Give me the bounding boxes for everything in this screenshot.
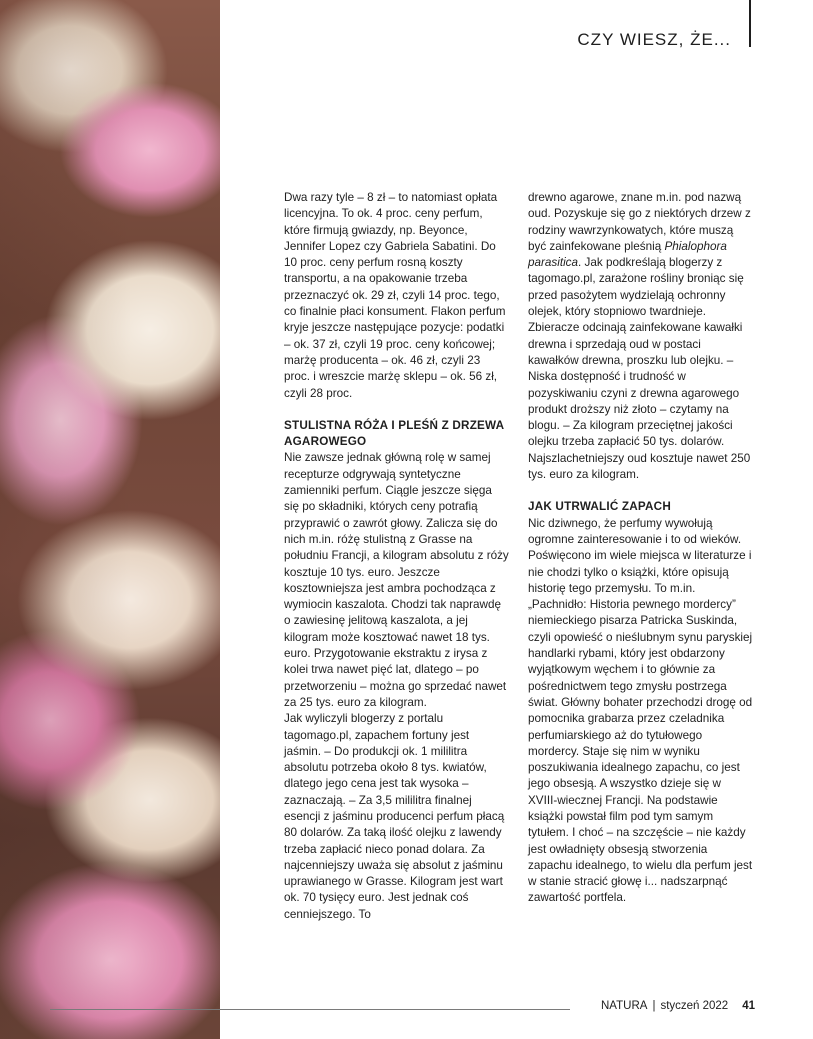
paragraph-text: drewno agarowe, znane m.in. pod nazwą oud. Pozyskuje się go z niektórych drzew z rodziny wawrzynkowatych, które muszą być zainfekowane pleśnią [528, 191, 751, 253]
article-column-left [284, 190, 509, 923]
paragraph: Dwa razy tyle – 8 zł – to natomiast opłata licencyjna. To ok. 4 proc. ceny perfum, które firmują gwiazdy, np. Beyonce, Jennifer Lopez czy Gabriela Sabatini. Do 10 proc. ceny perfum rosną koszty transportu, a na opakowanie trzeba przeznaczyć ok. 29 zł, czyli 14 proc. tego, co finalnie płaci konsument. Flakon perfum kryje jeszcze następujące pozycje: podatki – ok. 37 zł, czyli 19 proc. ceny końcowej; marżę producenta – ok. 46 zł, czyli 23 proc. i wreszcie marżę sklepu – ok. 56 zł, czyli 28 proc. [284, 191, 506, 400]
footer-separator: | [652, 1000, 656, 1012]
header-accent-bar [749, 0, 751, 47]
section-title: CZY WIESZ, ŻE... [577, 30, 731, 49]
footer-rule [50, 1009, 570, 1010]
article-column-right [528, 190, 753, 907]
paragraph: Nie zawsze jednak główną rolę w samej recepturze odgrywają syntetyczne zamienniki perfum. Ciągle jeszcze sięga się po składniki, których ceny potrafią przyprawić o zawrót głowy. Zalicza się do nich m.in. różę stulistną z Grasse na południu Francji, a kilogram absolutu z róży kosztuje 10 tys. euro. Jeszcze kosztowniejsza jest ambra pochodząca z wymiocin kaszalota. Chodzi tak naprawdę o zawiesinę jelitową kaszalota, a jej kilogram może kosztować nawet 18 tys. euro. Przygotowanie ekstraktu z irysa z kolei trwa nawet pięć lat, dlatego – po przetworzeniu – można go sprzedać nawet za 25 tys. euro za kilogram. [284, 451, 509, 709]
page-number: 41 [742, 1000, 755, 1012]
paragraph: Jak wyliczyli blogerzy z portalu tagomago.pl, zapachem fortuny jest jaśmin. – Do produkcji ok. 1 mililitra absolutu potrzeba około 8 tys. kwiatów, dlatego jego cena jest tak wysoka – zaznaczają. – Za 3,5 mililitra finalnej esencji z jaśminu producenci perfum płacą 80 dolarów. Za taką ilość olejku z lawendy trzeba zapłacić nieco ponad dolara. Za najcenniejszy uważa się absolut z jaśminu uprawianego w Grasse. Kilogram jest wart ok. 70 tysięcy euro. Jest jednak coś cenniejszego. To [284, 712, 505, 921]
paragraph [528, 190, 753, 483]
rosebuds-photo [0, 0, 220, 1039]
section-heading: STULISTNA RÓŻA I PLEŚŃ Z DRZEWA AGAROWEGO [284, 418, 504, 449]
issue-date: styczeń 2022 [660, 1000, 729, 1012]
magazine-name: NATURA [601, 1000, 648, 1012]
paragraph: Nic dziwnego, że perfumy wywołują ogromne zainteresowanie i to od wieków. Poświęcono im wiele miejsca w literaturze i nie chodzi tylko o książki, które opisują historię tego przemysłu. To m.in. „Pachnidło: Historia pewnego mordercy” niemieckiego pisarza Patricka Suskinda, czyli opowieść o nieślubnym synu paryskiej handlarki rybami, który jest obdarzony wyjątkowym węchem i to głównie za pośrednictwem tego zmysłu postrzega świat. Główny bohater przechodzi drogę od pomocnika grabarza przez czeladnika perfumiarskiego aż do tytułowego mordercy. Staje się nim w wyniku poszukiwania idealnego zapachu, co jest jego obsesją. A wszystko dzieje się w XVIII-wiecznej Francji. Na podstawie książki powstał film pod tym samym tytułem. I choć – na szczęście – nie każdy jest owładnięty obsesją stworzenia zapachu idealnego, to wielu dla perfum jest w stanie stracić głowę i... nadszarpnąć zawartość portfela. [528, 516, 753, 905]
section-heading: JAK UTRWALIĆ ZAPACH [528, 500, 671, 514]
species-name: Phialophora parasitica [528, 239, 727, 270]
page-footer [601, 1000, 755, 1012]
paragraph-text: . Jak podkreślają blogerzy z tagomago.pl, zarażone rośliny broniąc się przed pasożytem wydzielają ochronny olejek, który stopniowo twardnieje. Zbieracze odcinają zainfekowane kawałki drewna i sprzedają oud w postaci kawałków drewna, proszku lub olejku. – Niska dostępność i trudność w pozyskiwaniu czyni z drewna agarowego produkt droższy niż złoto – czytamy na blogu. – Za kilogram przeciętnej jakości olejku trzeba zapłacić 50 tys. dolarów. Najszlachetniejszy oud kosztuje nawet 250 tys. euro za kilogram. [528, 256, 751, 482]
